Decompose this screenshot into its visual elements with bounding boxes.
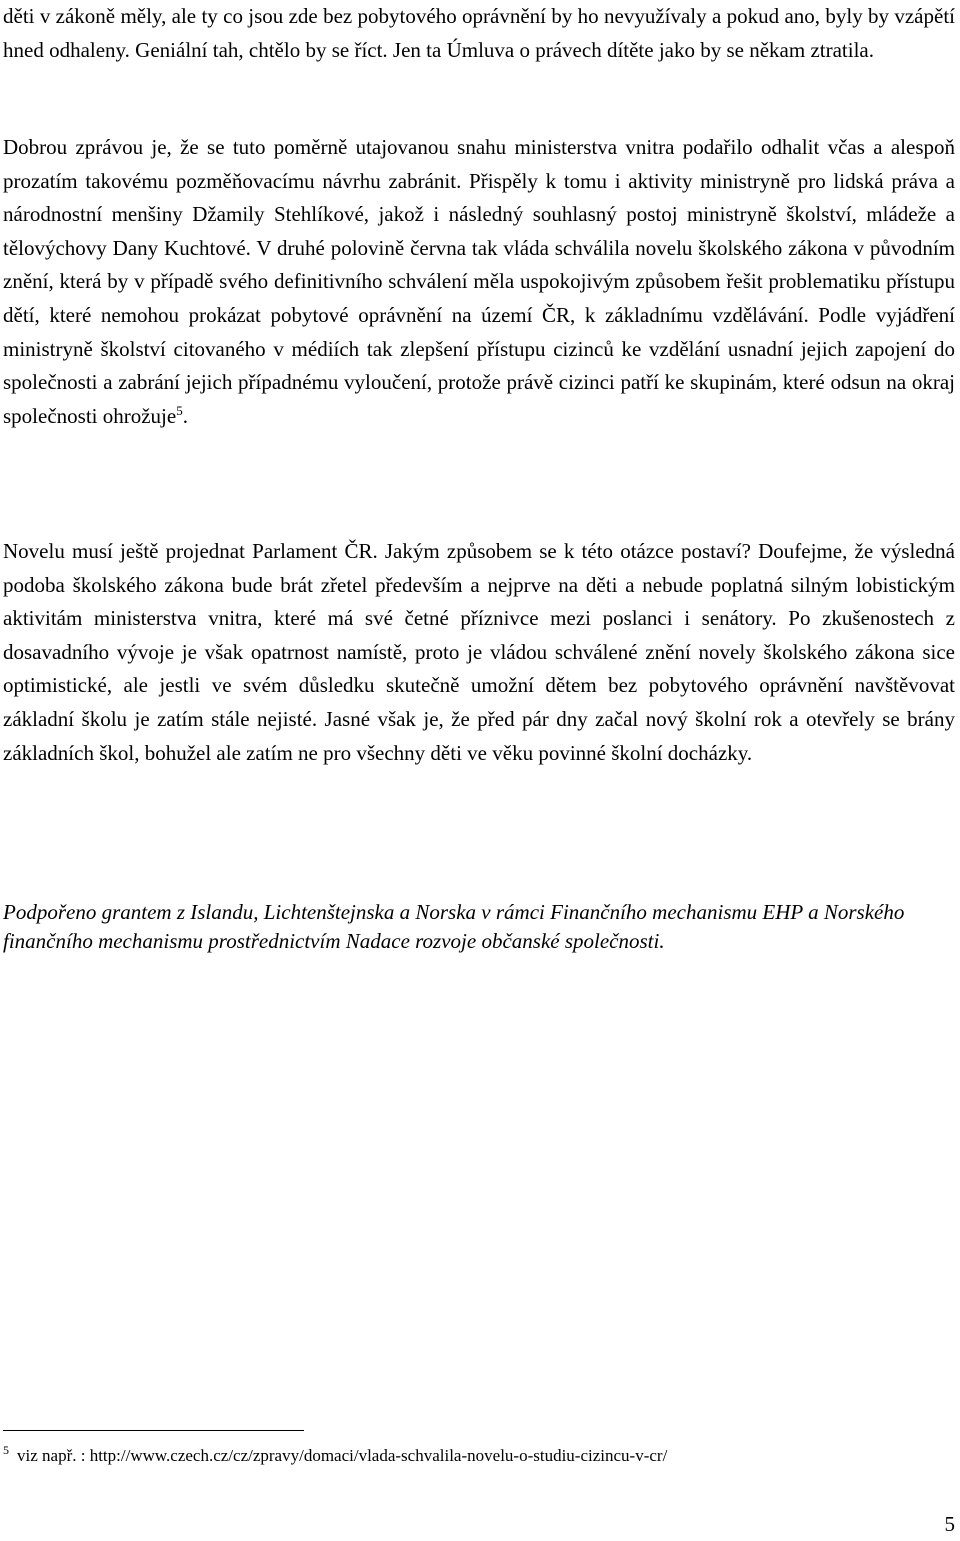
paragraph-good-news <box>3 131 955 433</box>
grant-acknowledgement: Podpořeno grantem z Islandu, Lichtenštejnska a Norska v rámci Finančního mechanismu EHP a Norského finančního mechanismu prostřednictvím Nadace rozvoje občanské společnosti. <box>3 900 905 953</box>
paragraph-good-news-end: . <box>182 403 188 428</box>
page-number: 5 <box>944 1512 955 1536</box>
footnote-divider <box>3 1430 304 1431</box>
footnote-number: 5 <box>3 1443 9 1458</box>
footnote-reference[interactable]: 5 <box>176 402 183 418</box>
paragraph-good-news-text: Dobrou zprávou je, že se tuto poměrně utajovanou snahu ministerstva vnitra podařilo odhalit včas a alespoň prozatím takovému pozměňovacímu návrhu zabránit. Přispěly k tomu i aktivity ministryně pro lidská práva a národnostní menšiny Džamily Stehlíkové, jakož i následný souhlasný postoj ministryně školství, mládeže a tělovýchovy Dany Kuchtové. V druhé polovině června tak vláda schválila novelu školského zákona v původním znění, která by v případě svého definitivního schválení měla uspokojivým způsobem řešit problematiku přístupu dětí, které nemohou prokázat pobytové oprávnění na území ČR, k základnímu vzdělávání. Podle vyjádření ministryně školství citovaného v médiích tak zlepšení přístupu cizinců ke vzdělání usnadní jejich zapojení do společnosti a zabrání jejich případnému vyloučení, protože právě cizinci patří ke skupinám, které odsun na okraj společnosti ohrožuje <box>3 135 955 428</box>
paragraph-parliament: Novelu musí ještě projednat Parlament ČR. Jakým způsobem se k této otázce postaví? Doufejme, že výsledná podoba školského zákona bude brát zřetel především a nejprve na děti a nebude poplatná silným lobistickým aktivitám ministerstva vnitra, které má své četné příznivce mezi poslanci i senátory. Po zkušenostech z dosavadního vývoje je však opatrnost namístě, proto je vládou schválené znění novely školského zákona sice optimistické, ale jestli ve svém důsledku skutečně umožní dětem bez pobytového oprávnění navštěvovat základní školu je zatím stále nejisté. Jasné však je, že před pár dny začal nový školní rok a otevřely se brány základních škol, bohužel ale zatím ne pro všechny děti ve věku povinné školní docházky. <box>3 539 955 765</box>
footnote-text[interactable]: viz např. : http://www.czech.cz/cz/zpravy/domaci/vlada-schvalila-novelu-o-studiu-cizincu-v-cr/ <box>17 1446 668 1465</box>
footnote <box>3 1444 667 1468</box>
paragraph-intro-continuation: děti v zákoně měly, ale ty co jsou zde bez pobytového oprávnění by ho nevyužívaly a pokud ano, byly by vzápětí hned odhaleny. Geniální tah, chtělo by se říct. Jen ta Úmluva o právech dítěte jako by se někam ztratila. <box>3 4 955 62</box>
